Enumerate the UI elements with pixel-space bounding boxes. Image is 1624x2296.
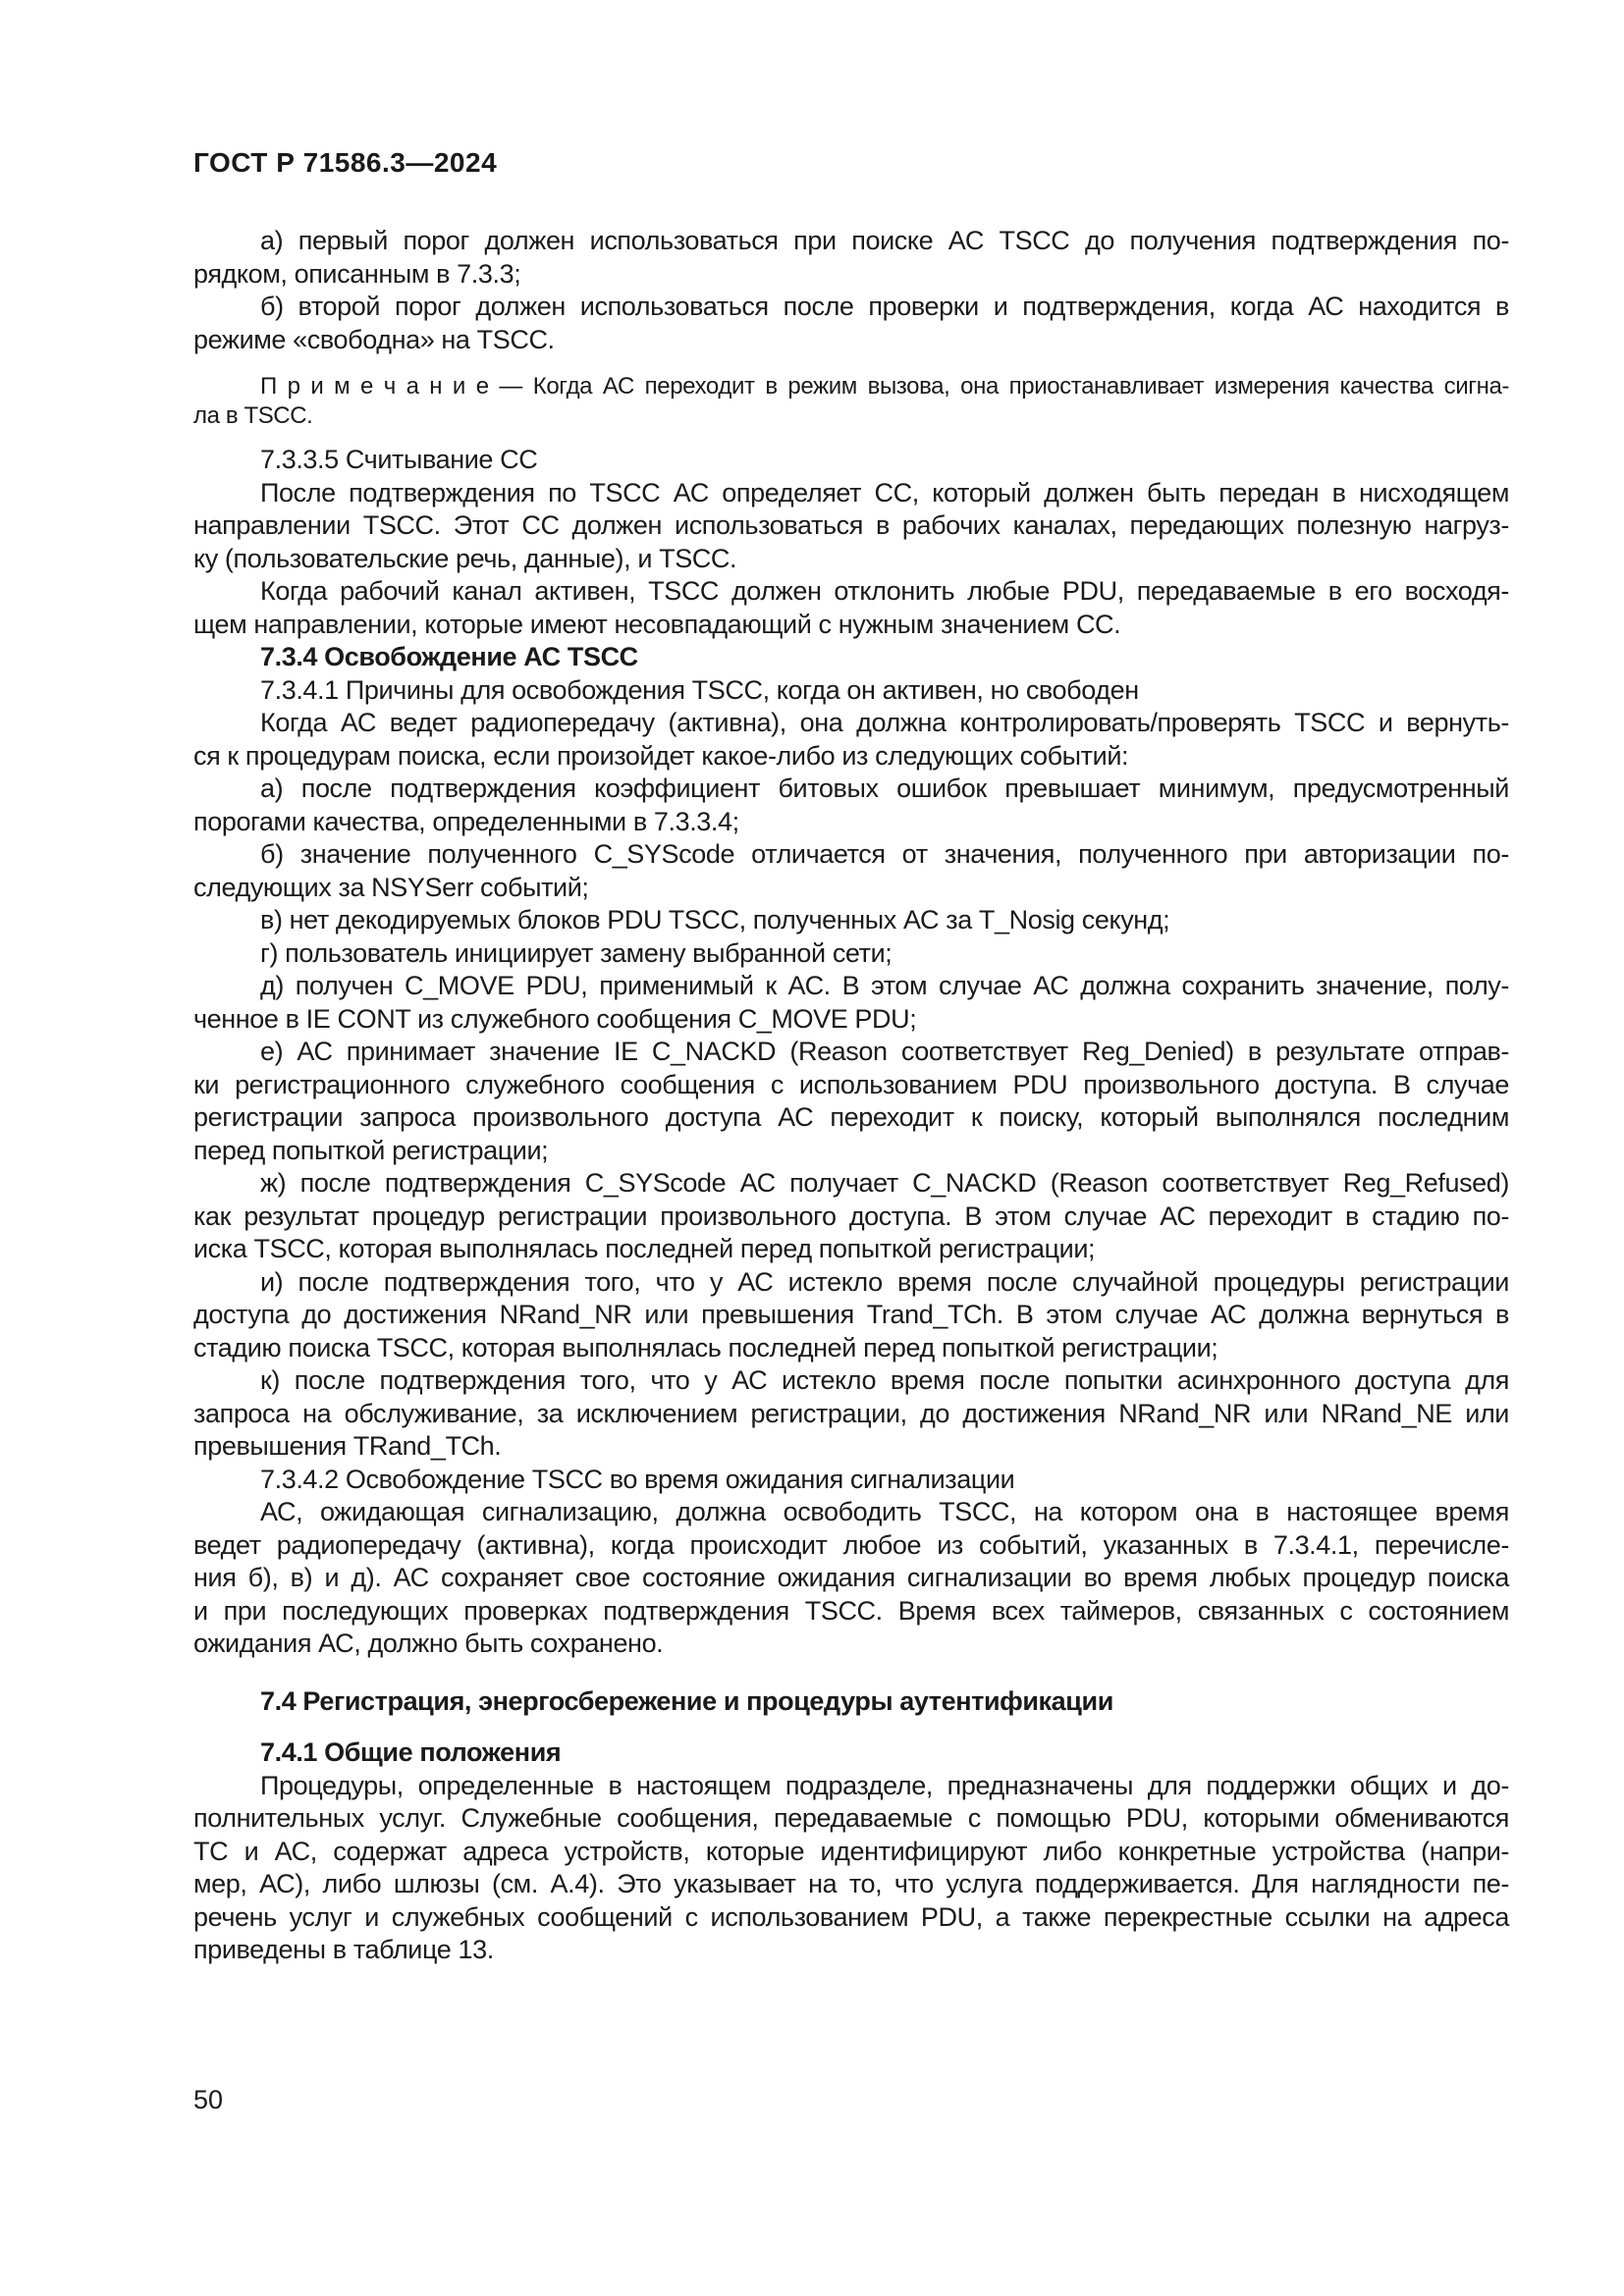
text-line: стадию поиска TSCC, которая выполнялась последней перед попыткой регистрации; [193, 1332, 1218, 1362]
note-block [193, 372, 1509, 431]
text-line: ведет радиопередачу (активна), когда происходит любое из событий, указанных в 7.3.4.1, перечисле- [193, 1529, 1509, 1560]
section-heading [193, 1685, 1509, 1719]
text-line: е) АС принимает значение IE C_NACKD (Reason соответствует Reg_Denied) в результате отправ- [260, 1037, 1509, 1066]
text-line: 7.4 Регистрация, энергосбережение и процедуры аутентификации [260, 1685, 1113, 1716]
text-line: режиме «свободна» на TSCC. [193, 324, 555, 354]
text-line: ся к процедурам поиска, если произойдет какое-либо из следующих событий: [193, 740, 1129, 771]
paragraph [193, 773, 1509, 838]
text-line: б) значение полученного C_SYScode отличается от значения, полученного при авторизации по- [260, 839, 1509, 869]
paragraph [193, 838, 1509, 904]
paragraph [193, 444, 1509, 477]
text-line: рядком, описанным в 7.3.3; [193, 258, 521, 289]
text-line: полнительных услуг. Служебные сообщения, передаваемые с помощью PDU, которыми обмениваются [193, 1803, 1509, 1833]
text-line: а) первый порог должен использоваться при поиске АС TSCC до получения подтверждения по- [260, 226, 1509, 255]
text-line: доступа до достижения NRand_NR или превышения Trand_TCh. В этом случае АС должна вернуться в [193, 1300, 1509, 1329]
paragraph [193, 1167, 1509, 1266]
paragraph [193, 674, 1509, 708]
paragraph [193, 575, 1509, 641]
text-line: П р и м е ч а н и е — Когда АС переходит в режим вызова, она приостанавливает измерения качества сигна- [260, 373, 1509, 400]
paragraph [193, 937, 1509, 971]
text-line: Процедуры, определенные в настоящем подразделе, предназначены для поддержки общих и до- [260, 1770, 1509, 1800]
text-line: ку (пользовательские речь, данные), и TSCC. [193, 543, 737, 573]
text-line: перед попыткой регистрации; [193, 1135, 549, 1165]
text-line: мер, АС), либо шлюзы (см. А.4). Это указывает на то, что услуга поддерживается. Для наглядности пе- [193, 1869, 1509, 1898]
text-line: б) второй порог должен использоваться после проверки и подтверждения, когда АС находится в [260, 292, 1509, 321]
text-line: к) после подтверждения того, что у АС истекло время после попытки асинхронного доступа для [260, 1365, 1509, 1395]
text-line: и при последующих проверках подтверждения TSCC. Время всех таймеров, связанных с состоянием [193, 1595, 1509, 1626]
text-line: ния б), в) и д). АС сохраняет свое состояние ожидания сигнализации во время любых процедур поиска [193, 1563, 1509, 1592]
paragraph [193, 1770, 1509, 1967]
text-line: речень услуг и служебных сообщений с использованием PDU, а также перекрестные ссылки на адреса [193, 1901, 1509, 1932]
text-line: порогами качества, определенными в 7.3.3.4; [193, 806, 739, 836]
text-line: 7.3.3.5 Считывание СС [260, 445, 538, 474]
text-line: ки регистрационного служебного сообщения с использованием PDU произвольного доступа. В случае [193, 1069, 1509, 1099]
paragraph [193, 291, 1509, 356]
paragraph [193, 1496, 1509, 1661]
document-header-title: ГОСТ Р 71586.3—2024 [193, 147, 498, 178]
paragraph [193, 1036, 1509, 1167]
text-line: ожидания АС, должно быть сохранено. [193, 1629, 664, 1658]
text-line: щем направлении, которые имеют несовпадающий с нужным значением СС. [193, 609, 1121, 639]
text-line: следующих за NSYSerr событий; [193, 872, 589, 902]
text-line: регистрации запроса произвольного доступа АС переходит к поиску, который выполнялся последним [193, 1102, 1509, 1132]
paragraph [193, 477, 1509, 576]
paragraph [193, 1464, 1509, 1497]
text-line: в) нет декодируемых блоков PDU TSCC, полученных АС за T_Nosig секунд; [260, 905, 1170, 934]
text-line: иска TSCC, которая выполнялась последней перед попыткой регистрации; [193, 1234, 1096, 1263]
paragraph [193, 904, 1509, 937]
text-line: д) получен C_MOVE PDU, применимый к АС. В этом случае АС должна сохранить значение, полу- [260, 971, 1509, 1000]
text-line: направлении TSCC. Этот СС должен использоваться в рабочих каналах, передающих полезную нагруз- [193, 510, 1509, 540]
text-line: запроса на обслуживание, за исключением регистрации, до достижения NRand_NR или NRand_NE или [193, 1398, 1509, 1428]
paragraph [193, 970, 1509, 1036]
section-heading [193, 641, 1509, 674]
text-line: 7.3.4.2 Освобождение TSCC во время ожидания сигнализации [260, 1464, 1015, 1494]
text-line: Когда АС ведет радиопередачу (активна), она должна контролировать/проверять TSCC и вернуть- [260, 708, 1509, 737]
text-line: 7.4.1 Общие положения [260, 1737, 562, 1767]
paragraph [193, 1364, 1509, 1464]
text-line: Когда рабочий канал активен, TSCC должен отклонить любые PDU, передаваемые в его восходя- [260, 576, 1509, 606]
text-line: а) после подтверждения коэффициент битовых ошибок превышает минимум, предусмотренный [260, 774, 1509, 803]
text-line: и) после подтверждения того, что у АС истекло время после случайной процедуры регистрации [260, 1266, 1509, 1297]
text-line: ТС и АС, содержат адреса устройств, которые идентифицируют либо конкретные устройства (напри- [193, 1836, 1509, 1866]
section-heading [193, 1736, 1509, 1770]
paragraph [193, 1266, 1509, 1365]
text-line: приведены в таблице 13. [193, 1935, 494, 1964]
text-line: 7.3.4.1 Причины для освобождения TSCC, когда он активен, но свободен [260, 674, 1139, 705]
text-line: АС, ожидающая сигнализацию, должна освободить TSCC, на котором она в настоящее время [260, 1497, 1509, 1526]
text-line: ж) после подтверждения C_SYScode АС получает C_NACKD (Reason соответствует Reg_Refused) [260, 1168, 1509, 1198]
document-body [193, 225, 1509, 1967]
text-line: г) пользователь инициирует замену выбранной сети; [260, 937, 893, 968]
paragraph [193, 225, 1509, 291]
text-line: как результат процедур регистрации произвольного доступа. В этом случае АС переходит в стадию по- [193, 1201, 1509, 1231]
text-line: ла в TSCC. [193, 402, 313, 429]
paragraph [193, 707, 1509, 773]
text-line: превышения TRand_TCh. [193, 1431, 502, 1461]
page-number: 50 [193, 2085, 224, 2114]
text-line: ченное в IE CONT из служебного сообщения C_MOVE PDU; [193, 1003, 917, 1034]
text-line: После подтверждения по TSCC АС определяет СС, который должен быть передан в нисходящем [260, 477, 1509, 507]
text-line: 7.3.4 Освобождение АС TSCC [260, 642, 638, 671]
